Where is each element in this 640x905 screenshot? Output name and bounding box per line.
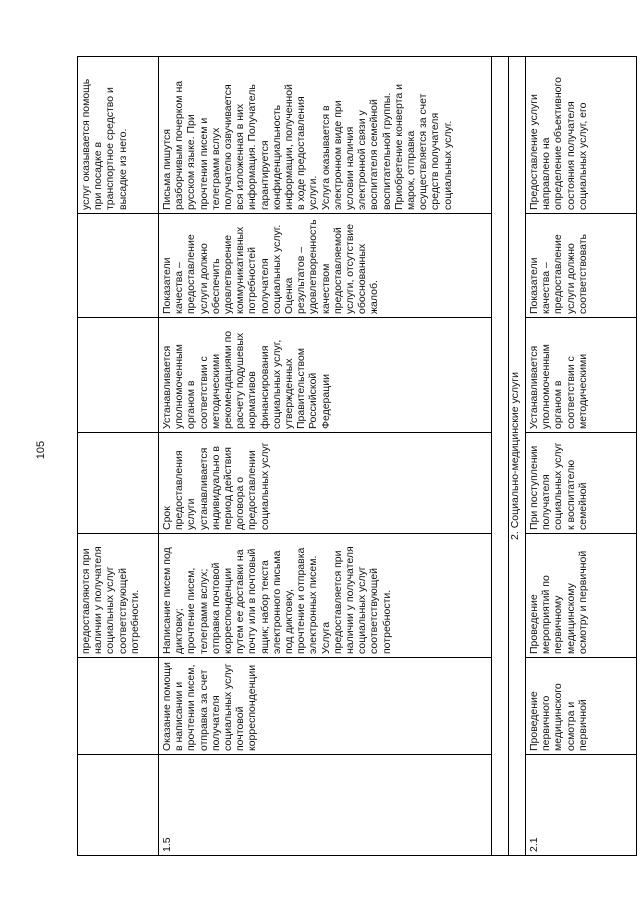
table-cell-service-quality: Показатели качества – предоставление услуги должно обеспечить удовлетворение коммуникативных потребностей получателя социальных услуг. Оценка результатов – удовлетворенность качеством предоставляемой услуги, отсутствие обоснованных жалоб. [161,219,381,314]
table-cell-service-conditions: Письма пишутся разборчивым почерком на русском языке. При прочтении писем и телеграмм вслух получателю озвучивается вся изложенная в них информация. Получатель гарантируется конфиденциальность информации, полученной в ходе предоставления услуги. Услуга оказывается в электронном виде при условии наличия электронной связи у воспитателя семейной воспитательной группы. Приобретение конверта и марок, отправка осуществляется за счет средств получателя социальных услуг. [161,80,454,210]
table-cell-service-name: Проведение первичного медицинского осмотра и первичной [528,683,589,751]
table-cell-continuation-conditions: услуг оказывается помощь при посадке в транспортное средство и высадке из него. [80,78,129,210]
table-cell-service-description: Проведение мероприятий по первичному медицинскому осмотру и первичной [528,550,589,654]
table-cell-row-number: 1.5 [161,837,173,852]
column-separator [77,754,492,755]
table-border-bottom [636,56,637,856]
table-cell-continuation-desc: предоставляются при наличии у получателя социальных услуг соответствующей потребности. [80,546,141,654]
table-cell-service-term: Срок предоставления услуги устанавливается индивидуально в период действия договора о предоставлении социальных услуг [161,442,271,530]
table-cell-service-tariff: Устанавливается уполномоченным органом в соответствии с методическими [528,344,589,429]
table-cell-service-description: Написание писем под диктовку; прочтение писем, телеграмм вслух; отправка почтовой корреспонденции путем ее доставки на почту или в почтовый ящик; набор текста электронного письма под диктовку, прочтение и отправка электронных писем. Услуга предоставляется при наличии у получателя социальных услуг соответствующей потребности. [161,546,393,654]
section-title: 2. Социально-медицинские услуги [509,372,521,540]
page-number: 105 [35,440,47,460]
table-cell-service-name: Оказание помощи в написании и прочтении писем, отправка за счет получателя социальных услуг почтовой корреспонденции [161,662,259,751]
table-cell-service-tariff: Устанавливается уполномоченным органом в соответствии с методическими рекомендациями по расчету подушевых нормативов финансирования социальных услуг, утвержденных Правительством Российской Федерации [161,330,332,429]
table-cell-row-number: 2.1 [528,837,540,852]
table-cell-service-conditions: Предоставление услуги направлено на определение объективного состояния получателя социальных услуг, его [528,77,589,210]
table-cell-service-term: При поступлении получателя социальных услуг к воспитателю семейной [528,442,589,530]
table-border-left [77,855,637,856]
services-table [77,56,637,856]
table-cell-service-quality: Показатели качества – предоставление услуги должно соответствовать [528,234,589,314]
row-separator [491,56,492,856]
